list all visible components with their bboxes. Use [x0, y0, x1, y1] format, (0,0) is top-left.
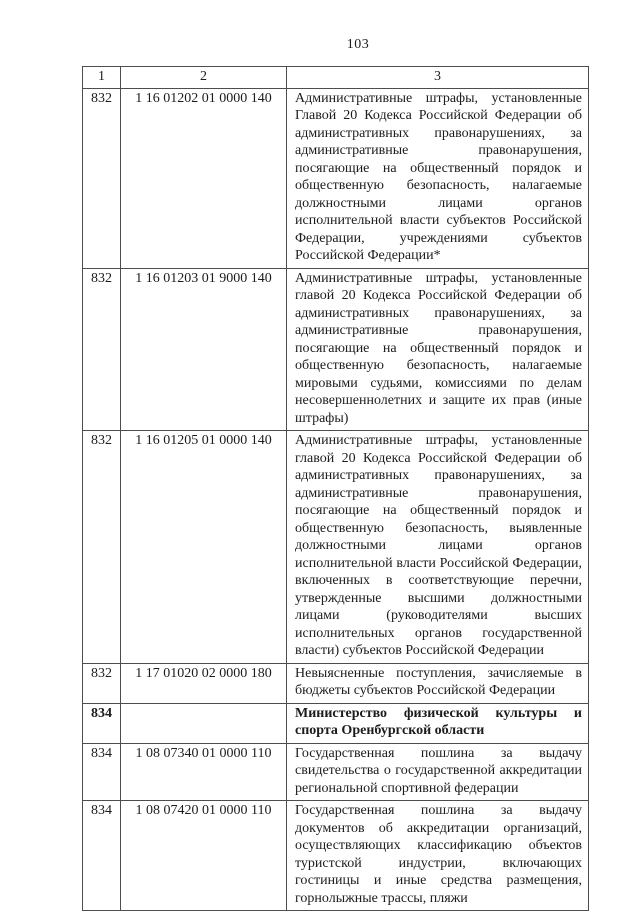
table-row: [83, 743, 589, 801]
cell-description: Государственная пошлина за выдачу документов об аккредитации организаций, осуществляющих классификацию объектов туристской индустрии, включающих гостиницы и иные средства размещения, горнолыжные трассы, пляжи: [287, 801, 589, 911]
page-number: 103: [346, 37, 370, 52]
table-header-row: [83, 67, 589, 89]
cell-description: Административные штрафы, установленные Главой 20 Кодекса Российской Федерации об административных правонарушениях, за административные правонарушения, посягающие на общественный порядок и общественную безопасность, налагаемые должностными лицами органов исполнительной власти субъектов Российской Федерации, учреждениями субъектов Российской Федерации*: [287, 88, 589, 268]
cell-kbk: 1 16 01203 01 9000 140: [121, 268, 287, 431]
cell-description: Административные штрафы, установленные главой 20 Кодекса Российской Федерации об административных правонарушениях, за административные правонарушения, посягающие на общественный порядок и общественную безопасность, налагаемые мировыми судьями, комиссиями по делам несовершеннолетних и защите их прав (иные штрафы): [287, 268, 589, 431]
cell-description: Невыясненные поступления, зачисляемые в бюджеты субъектов Российской Федерации: [287, 663, 589, 703]
cell-kbk: 1 16 01202 01 0000 140: [121, 88, 287, 268]
cell-code: 832: [83, 431, 121, 664]
cell-code: 832: [83, 268, 121, 431]
budget-codes-table: [82, 66, 589, 911]
column-header-description: 3: [287, 67, 589, 89]
cell-description: Государственная пошлина за выдачу свидетельства о государственной аккредитации региональной спортивной федерации: [287, 743, 589, 801]
table-body: [83, 88, 589, 911]
cell-description: Административные штрафы, установленные главой 20 Кодекса Российской Федерации об административных правонарушениях, за административные правонарушения, посягающие на общественный порядок и общественную безопасность, выявленные должностными лицами органов исполнительной власти Российской Федерации, включенных в соответствующие перечни, утвержденные высшими должностными лицами (руководителями высших исполнительных органов государственной власти) субъектов Российской Федерации: [287, 431, 589, 664]
table-row: [83, 663, 589, 703]
cell-kbk: 1 08 07340 01 0000 110: [121, 743, 287, 801]
column-header-kbk: 2: [121, 67, 287, 89]
cell-kbk: 1 16 01205 01 0000 140: [121, 431, 287, 664]
cell-kbk: [121, 703, 287, 743]
cell-kbk: 1 08 07420 01 0000 110: [121, 801, 287, 911]
table-row: [83, 431, 589, 664]
cell-code: 834: [83, 743, 121, 801]
column-header-code: 1: [83, 67, 121, 89]
cell-description: Министерство физической культуры и спорта Оренбургской области: [287, 703, 589, 743]
cell-kbk: 1 17 01020 02 0000 180: [121, 663, 287, 703]
table-row: [83, 801, 589, 911]
cell-code: 834: [83, 703, 121, 743]
cell-code: 832: [83, 88, 121, 268]
table-row: [83, 88, 589, 268]
table-row: [83, 268, 589, 431]
cell-code: 832: [83, 663, 121, 703]
cell-code: 834: [83, 801, 121, 911]
table-row: [83, 703, 589, 743]
